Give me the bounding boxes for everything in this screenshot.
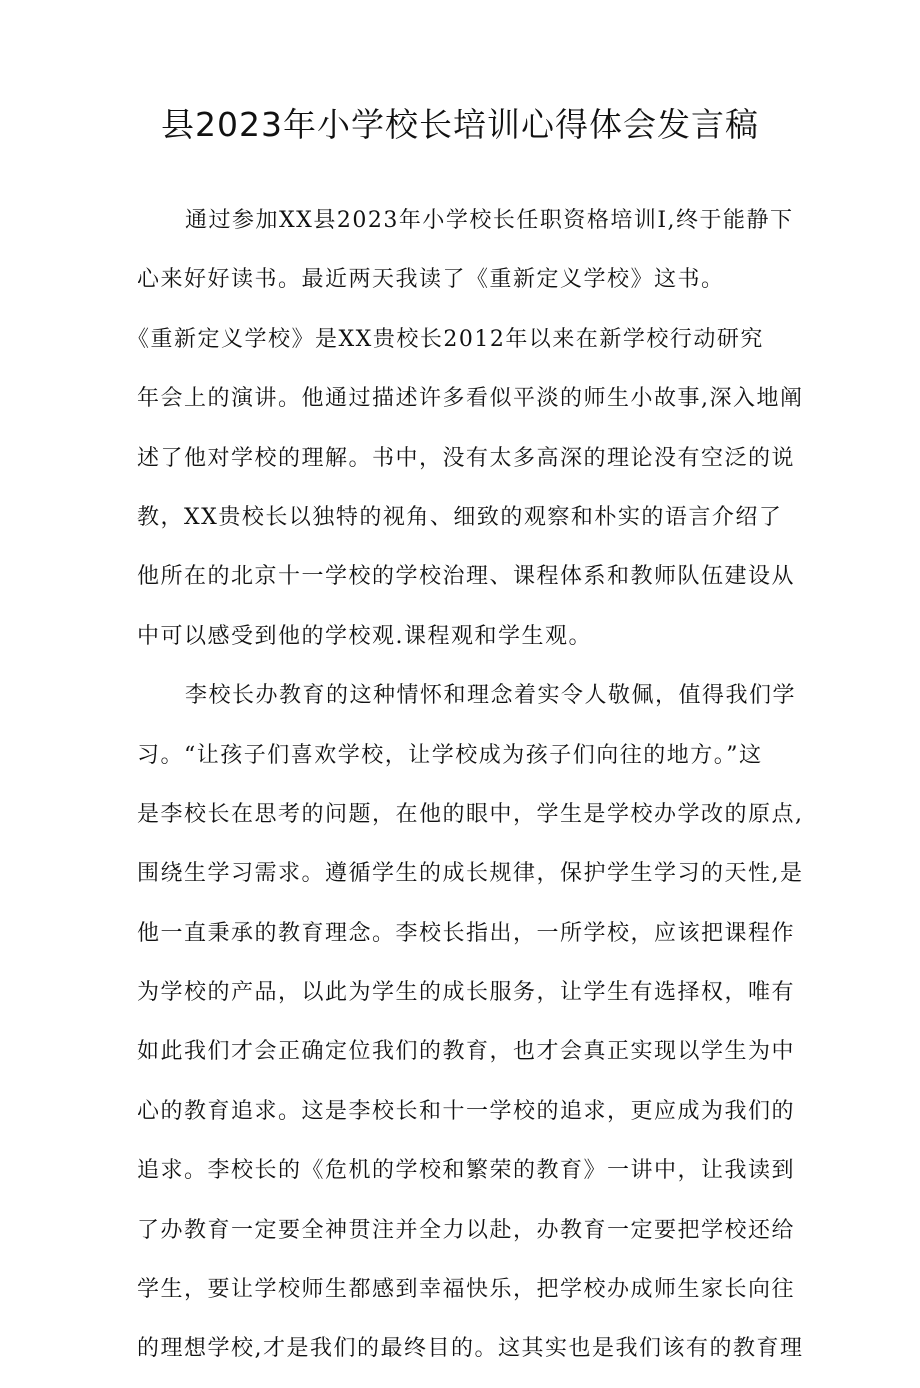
text-line: 他一直秉承的教育理念。李校长指出，一所学校，应该把课程作	[137, 920, 796, 946]
text-line: 是李校长在思考的问题，在他的眼中，学生是学校办学改的原点,	[137, 801, 804, 827]
text-line: 心来好好读书。最近两天我读了《重新定义学校》这书。	[137, 267, 725, 293]
text-line: 中可以感受到他的学校观.课程观和学生观。	[137, 623, 592, 649]
text-line: 如此我们才会正确定位我们的教育，也才会真正实现以学生为中	[137, 1039, 796, 1065]
document-body	[127, 200, 804, 1388]
text-line: 习。“让孩子们喜欢学校，让学校成为孩子们向往的地方。”这	[137, 742, 763, 768]
text-line: 围绕生学习需求。遵循学生的成长规律，保护学生学习的天性,是	[137, 861, 804, 887]
text-line: 年会上的演讲。他通过描述许多看似平淡的师生小故事,深入地阐	[137, 386, 804, 412]
text-line: 通过参加XX县2023年小学校长任职资格培训I,终于能静下	[185, 208, 794, 233]
text-line: 他所在的北京十一学校的学校治理、课程体系和教师队伍建设从	[137, 564, 796, 590]
document-title: 县2023年小学校长培训心得体会发言稿	[161, 105, 759, 144]
text-line: 《重新定义学校》是XX贵校长2012年以来在新学校行动研究	[127, 326, 764, 352]
text-line: 追求。李校长的《危机的学校和繁荣的教育》一讲中，让我读到	[137, 1158, 796, 1184]
text-line: 的理想学校,才是我们的最终目的。这其实也是我们该有的教育理	[137, 1336, 804, 1362]
text-line: 李校长办教育的这种情怀和理念着实令人敬佩，值得我们学	[185, 683, 797, 709]
text-line: 教，XX贵校长以独特的视角、细致的观察和朴实的语言介绍了	[137, 504, 783, 530]
text-line: 了办教育一定要全神贯注并全力以赴，办教育一定要把学校还给	[137, 1217, 796, 1243]
text-line: 学生，要让学校师生都感到幸福快乐，把学校办成师生家长向往	[137, 1277, 796, 1303]
text-line: 述了他对学校的理解。书中，没有太多高深的理论没有空泛的说	[137, 445, 796, 471]
text-line: 心的教育追求。这是李校长和十一学校的追求，更应成为我们的	[137, 1098, 796, 1124]
text-line: 为学校的产品，以此为学生的成长服务，让学生有选择权，唯有	[137, 980, 796, 1006]
